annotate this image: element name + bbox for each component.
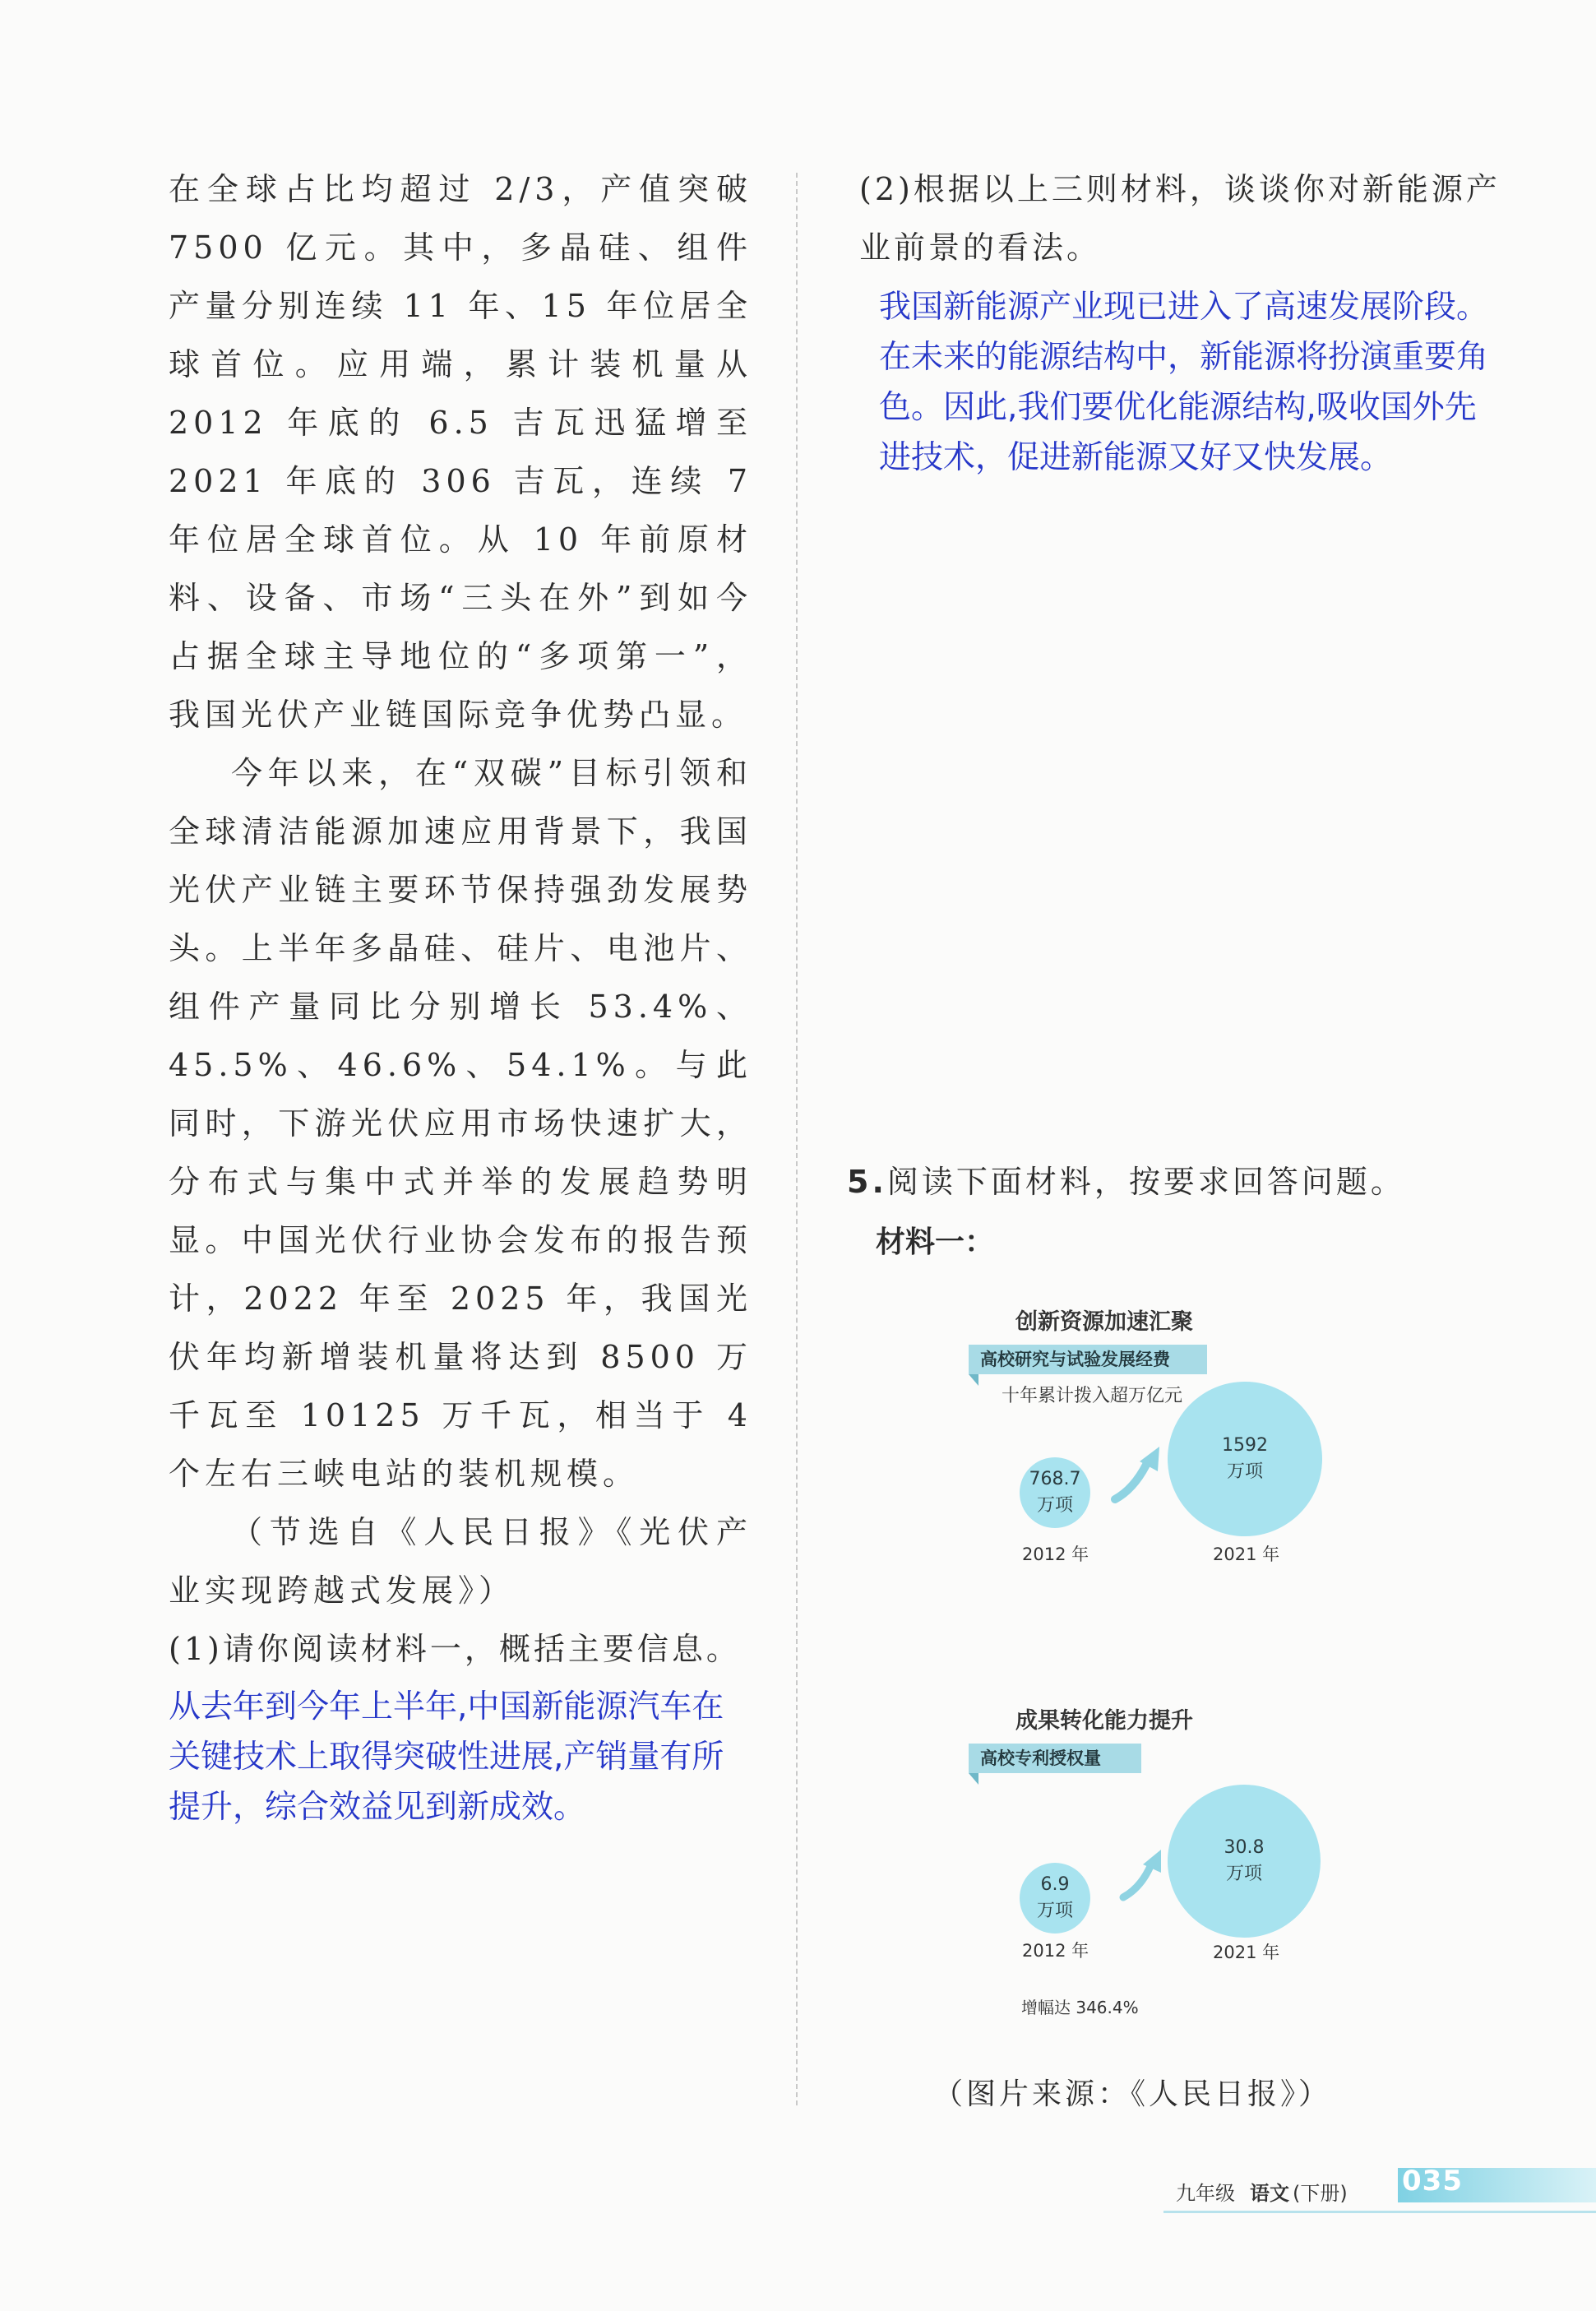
bubble-unit: 万项 [1225, 1864, 1262, 1884]
right-column [859, 160, 1501, 483]
bubble-value: 6.9 [1040, 1874, 1070, 1895]
bubble-2012-patents [1020, 1863, 1090, 1934]
year-label: 2012 年 [1022, 1941, 1089, 1961]
material-paragraph-2: 今年以来，在“双碳”目标引领和全球清洁能源加速应用背景下，我国光伏产业链主要环节保持强劲发展势头。上半年多晶硅、硅片、电池片、组件产量同比分别增长 53.4%、45.5%、46.6%、54.1%。与此同时，下游光伏应用市场快速扩大，分布式与集中式并举的发展趋势明显。中国光伏行业协会发布的报告预计，2022 年至 2025 年，我国光伏年均新增装机量将达到 8500 万千瓦至 10125 万千瓦，相当于 4 个左右三峡电站的装机规模。 [169, 755, 752, 1492]
bubble-value: 1592 [1222, 1435, 1268, 1456]
figure-2-note: 增幅达 346.4% [1021, 1998, 1139, 2017]
handwritten-answer-2: 我国新能源产业现已进入了高速发展阶段。在未来的能源结构中，新能源将扮演重要角色。因此,我们要优化能源结构,吸收国外先进技术，促进新能源又好又快发展。 [879, 289, 1489, 476]
footer-grade: 九年级 [1176, 2181, 1235, 2205]
question-5-text: 阅读下面材料，按要求回答问题。 [886, 1164, 1405, 1200]
bubble-unit: 万项 [1226, 1461, 1263, 1482]
figure-1-title: 创新资源加速汇聚 [1015, 1309, 1193, 1335]
year-label: 2012 年 [1022, 1545, 1089, 1564]
growth-arrow-icon [1110, 1443, 1168, 1505]
footer-subject: 语文 [1250, 2181, 1289, 2205]
bubble-unit: 万项 [1036, 1495, 1073, 1516]
page-number: 035 [1402, 2165, 1463, 2198]
column-divider [796, 173, 798, 2105]
question-1: (1)请你阅读材料一，概括主要信息。 [169, 1631, 741, 1667]
left-column [169, 160, 752, 1832]
figure-2-ribbon: 高校专利授权量 [969, 1744, 1141, 1773]
question-5 [847, 1153, 1405, 1211]
bubble-2021-funding [1168, 1382, 1322, 1536]
footer-volume: (下册) [1293, 2181, 1348, 2205]
bubble-2021-patents [1168, 1785, 1321, 1938]
citation: （节选自《人民日报》《光伏产业实现跨越式发展》） [169, 1514, 752, 1609]
bubble-value: 30.8 [1224, 1837, 1265, 1858]
figure-1-ribbon: 高校研究与试验发展经费 [969, 1345, 1207, 1374]
footer-line [1163, 2211, 1596, 2213]
year-label: 2021 年 [1213, 1943, 1280, 1962]
figure-1-note: 十年累计拨入超万亿元 [1002, 1386, 1183, 1406]
bubble-value: 768.7 [1029, 1469, 1081, 1489]
image-source: （图片来源：《人民日报》） [933, 2077, 1332, 2111]
year-label: 2021 年 [1213, 1545, 1280, 1564]
material-paragraph-1: 在全球占比均超过 2/3，产值突破 7500 亿元。其中，多晶硅、组件产量分别连续 11 年、15 年位居全球首位。应用端，累计装机量从 2012 年底的 6.5 吉瓦迅猛增至 2021 年底的 306 吉瓦，连续 7 年位居全球首位。从 10 年前原材料、设备、市场“三头在外”到如今占据全球主导地位的“多项第一”，我国光伏产业链国际竞争优势凸显。 [169, 171, 752, 733]
handwritten-answer-1: 从去年到今年上半年,中国新能源汽车在关键技术上取得突破性进展,产销量有所提升，综合效益见到新成效。 [169, 1688, 724, 1826]
footer [1176, 2171, 1362, 2211]
figure-2-title: 成果转化能力提升 [1015, 1708, 1193, 1734]
question-2: (2)根据以上三则材料，谈谈你对新能源产业前景的看法。 [859, 171, 1501, 266]
question-5-number: 5. [847, 1164, 887, 1200]
material-label: 材料一： [876, 1225, 995, 1259]
bubble-unit: 万项 [1036, 1901, 1073, 1921]
bubble-2012-funding [1020, 1457, 1090, 1528]
growth-arrow-icon [1118, 1846, 1168, 1904]
